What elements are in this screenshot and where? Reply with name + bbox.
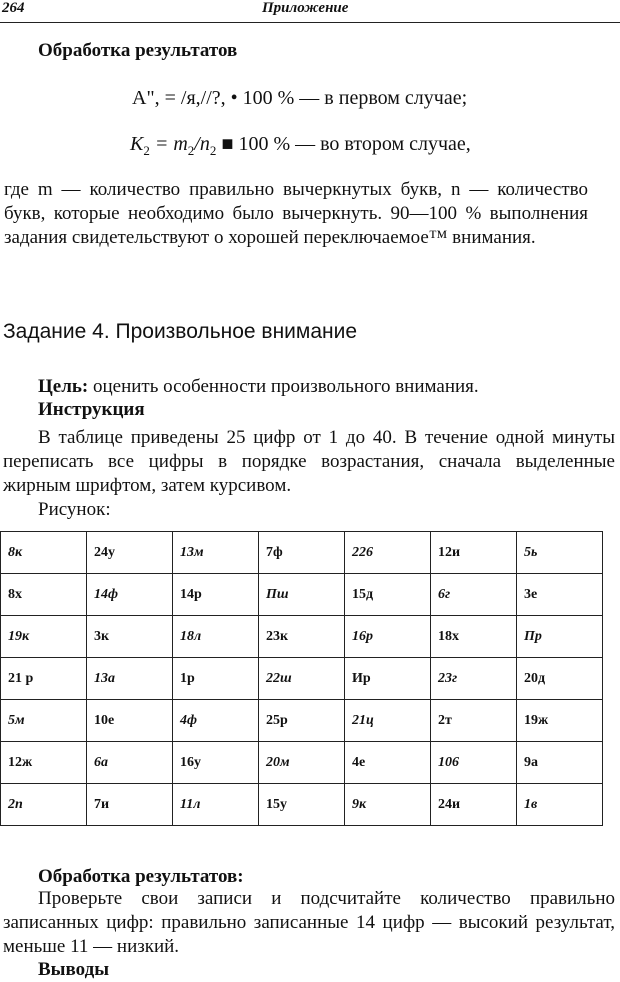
table-cell: 1в <box>517 784 603 826</box>
table-cell: 16р <box>345 616 431 658</box>
table-cell: 23к <box>259 616 345 658</box>
table-cell: 19ж <box>517 700 603 742</box>
table-cell: 20м <box>259 742 345 784</box>
table-cell: 226 <box>345 532 431 574</box>
table-cell: 8к <box>1 532 87 574</box>
table-cell: 22ш <box>259 658 345 700</box>
table-cell: 8х <box>1 574 87 616</box>
goal-label: Цель: <box>38 376 89 397</box>
table-row <box>1 532 603 574</box>
formula-second-case <box>130 133 471 159</box>
table-cell: 10е <box>87 700 173 742</box>
table-cell: 13м <box>173 532 259 574</box>
formula-rest: ■ 100 % — во втором случае, <box>216 133 471 155</box>
instruction-text: В таблице приведены 25 цифр от 1 до 40. В течение одной минуты переписать все цифры в порядке возрастания, сначала выделенные жирным шрифтом, затем курсивом. <box>3 427 615 496</box>
processing2-heading: Обработка результатов: <box>38 866 244 887</box>
table-row <box>1 784 603 826</box>
formula-m: = m <box>149 133 188 155</box>
processing-heading: Обработка результатов <box>38 40 238 61</box>
conclusions-heading: Выводы <box>38 959 110 980</box>
table-cell: 1р <box>173 658 259 700</box>
table-cell: 12ж <box>1 742 87 784</box>
table-cell: 11л <box>173 784 259 826</box>
formula-n-sub: 2 <box>209 143 217 158</box>
table-cell: Пш <box>259 574 345 616</box>
table-cell: 4е <box>345 742 431 784</box>
table-cell: 15у <box>259 784 345 826</box>
table-cell: 7ф <box>259 532 345 574</box>
formula-k: K <box>130 133 144 155</box>
formula-n: /n <box>194 133 210 155</box>
table-row <box>1 700 603 742</box>
table-cell: 6а <box>87 742 173 784</box>
table-cell: Ир <box>345 658 431 700</box>
table-cell: 3е <box>517 574 603 616</box>
table-cell: 6г <box>431 574 517 616</box>
table-cell: 16у <box>173 742 259 784</box>
processing-paragraph: где m — количество правильно вычеркнутых букв, n — количество букв, которые необходимо было вычеркнуть. 90—100 % выполнения задания свидетельствуют о хорошей переключаемое™ внимания. <box>4 179 588 248</box>
goal-text: оценить особенности произвольного внимания. <box>88 376 479 397</box>
table-cell: 106 <box>431 742 517 784</box>
table-cell: Пр <box>517 616 603 658</box>
table-cell: 18л <box>173 616 259 658</box>
header-rule <box>0 22 620 23</box>
table-cell: 25р <box>259 700 345 742</box>
table-cell: 14р <box>173 574 259 616</box>
instruction-heading: Инструкция <box>38 399 145 420</box>
table-cell: 5ь <box>517 532 603 574</box>
table-cell: 21ц <box>345 700 431 742</box>
page-number: 264 <box>2 0 25 16</box>
processing2-text: Проверьте свои записи и подсчитайте количество правильно записанных цифр: правильно записанные 14 цифр — высокий результат, меньше 11 — низкий. <box>3 888 615 957</box>
table-cell: 15д <box>345 574 431 616</box>
table-cell: 13а <box>87 658 173 700</box>
table-row <box>1 658 603 700</box>
table-cell: 2п <box>1 784 87 826</box>
table-cell: 24у <box>87 532 173 574</box>
table-cell: 7и <box>87 784 173 826</box>
table-cell: 3к <box>87 616 173 658</box>
digits-table <box>0 531 603 826</box>
running-header-title: Приложение <box>262 0 349 16</box>
formula-m-sub: 2 <box>187 143 195 158</box>
table-cell: 18х <box>431 616 517 658</box>
figure-label: Рисунок: <box>38 499 111 520</box>
table-cell: 14ф <box>87 574 173 616</box>
table-row <box>1 574 603 616</box>
table-cell: 9к <box>345 784 431 826</box>
table-cell: 12и <box>431 532 517 574</box>
table-cell: 5м <box>1 700 87 742</box>
table-cell: 2т <box>431 700 517 742</box>
table-cell: 20д <box>517 658 603 700</box>
table-cell: 19к <box>1 616 87 658</box>
formula-first-case: А", = /я,//?, • 100 % — в первом случае; <box>132 87 468 109</box>
task-title: Задание 4. Произвольное внимание <box>3 320 358 343</box>
table-row <box>1 742 603 784</box>
table-cell: 23г <box>431 658 517 700</box>
goal-line <box>38 375 479 399</box>
table-cell: 24и <box>431 784 517 826</box>
formula-k-sub: 2 <box>143 143 150 158</box>
table-cell: 21 р <box>1 658 87 700</box>
table-row <box>1 616 603 658</box>
table-cell: 4ф <box>173 700 259 742</box>
table-cell: 9а <box>517 742 603 784</box>
